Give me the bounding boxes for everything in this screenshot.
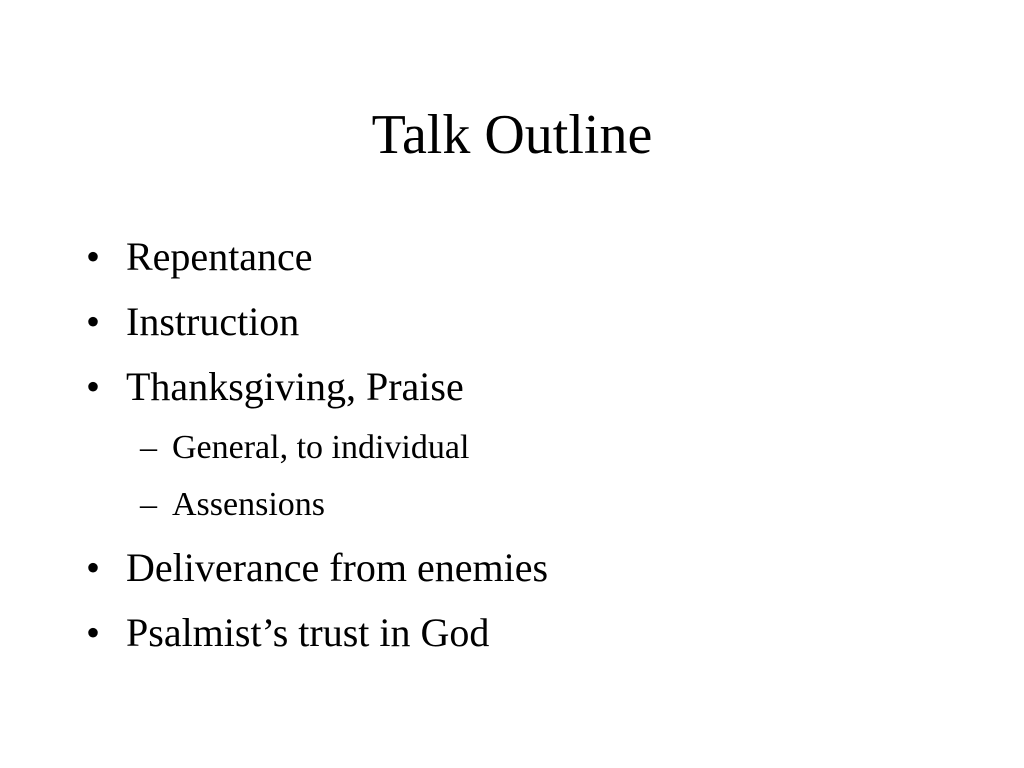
list-item bbox=[86, 298, 299, 346]
list-item bbox=[86, 609, 489, 657]
list-item-label: Instruction bbox=[126, 299, 300, 344]
slide-title: Talk Outline bbox=[371, 104, 653, 166]
sub-list-item-label: General, to individual bbox=[172, 429, 470, 466]
sub-list-item bbox=[140, 485, 325, 525]
list-item-label: Deliverance from enemies bbox=[126, 545, 549, 590]
bullet-marker: • bbox=[86, 364, 101, 409]
list-item-label: Psalmist’s trust in God bbox=[126, 610, 490, 655]
bullet-marker: • bbox=[86, 299, 101, 344]
dash-marker: – bbox=[140, 429, 157, 466]
dash-marker: – bbox=[140, 486, 157, 523]
bullet-marker: • bbox=[86, 610, 101, 655]
list-item bbox=[86, 233, 313, 281]
bullet-marker: • bbox=[86, 234, 101, 279]
sub-list-item-label: Assensions bbox=[172, 486, 326, 523]
list-item-label: Thanksgiving, Praise bbox=[126, 364, 464, 409]
list-item bbox=[86, 363, 464, 411]
bullet-marker: • bbox=[86, 545, 101, 590]
list-item-label: Repentance bbox=[126, 234, 313, 279]
list-item bbox=[86, 544, 548, 592]
sub-list-item bbox=[140, 428, 469, 468]
